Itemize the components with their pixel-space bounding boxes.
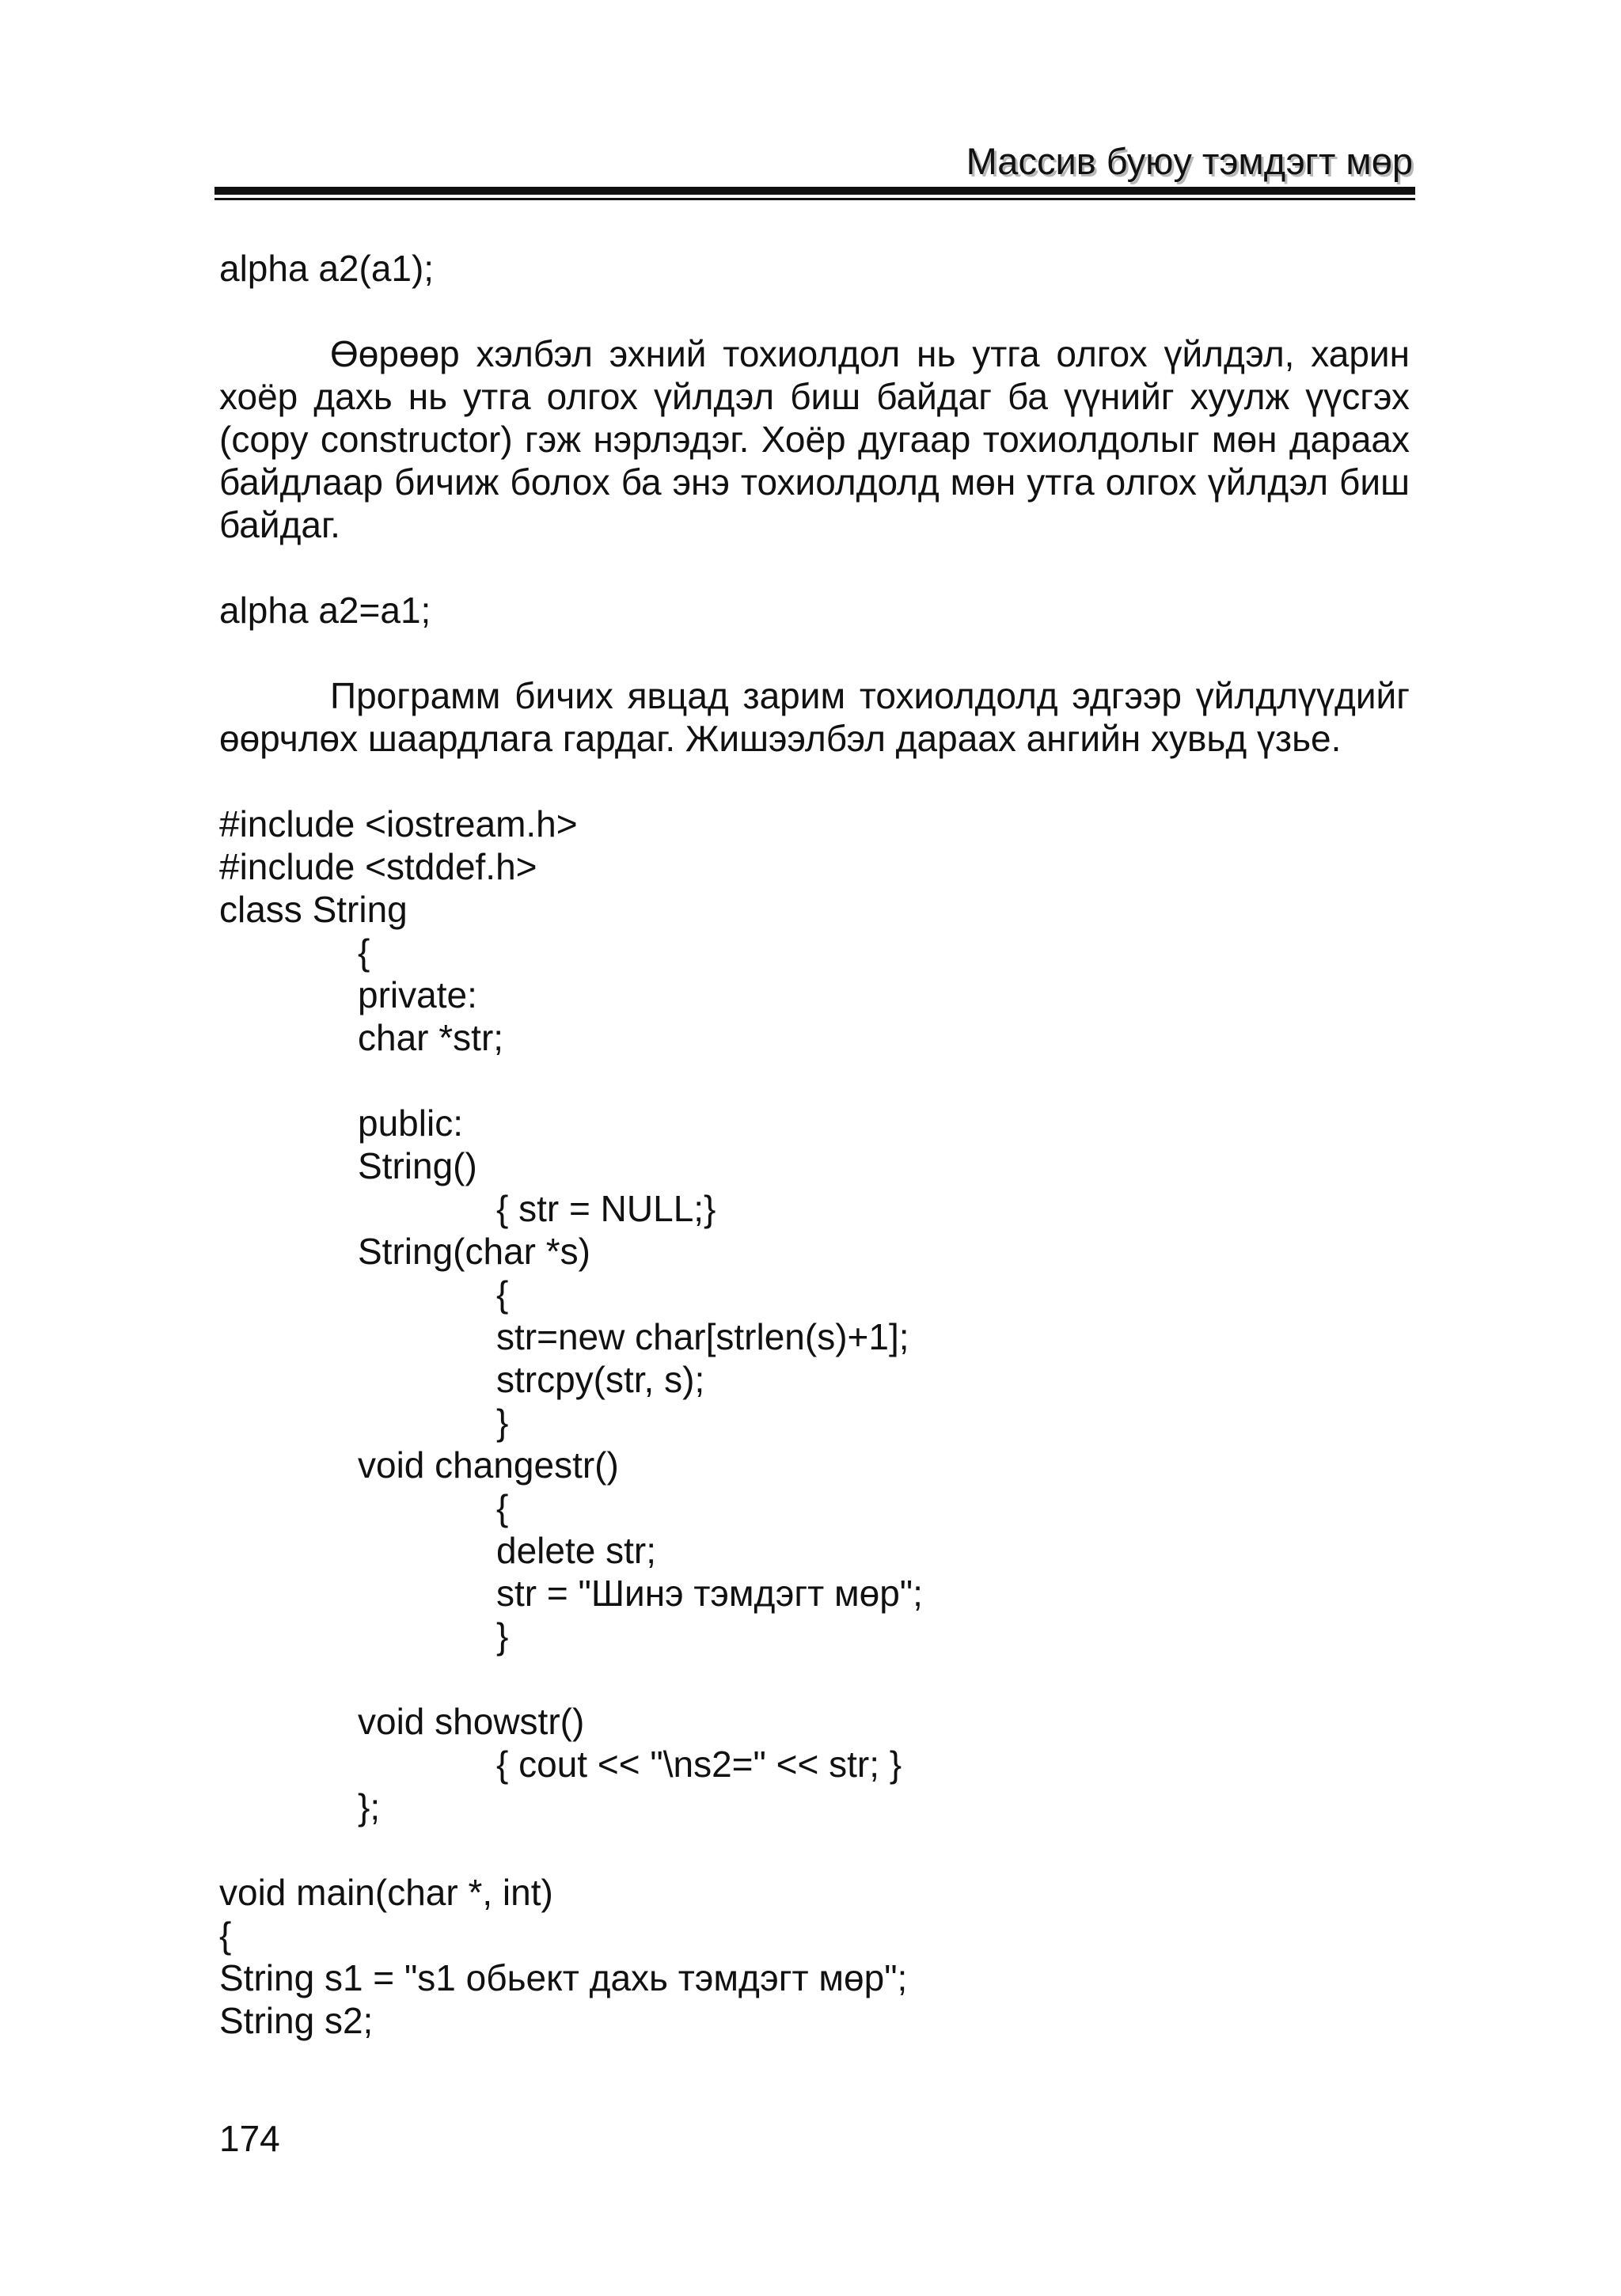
code-line: void main(char *, int)	[219, 1872, 553, 1913]
code-line: void changestr()	[358, 1444, 619, 1486]
paragraph	[219, 674, 1410, 760]
page-number: 174	[219, 2118, 280, 2159]
paragraph	[219, 332, 1410, 546]
code-line: String()	[358, 1145, 477, 1186]
code-line	[219, 1828, 1410, 1871]
code-line: str=new char[strlen(s)+1];	[496, 1316, 909, 1357]
code-line: String s1 = "s1 обьект дахь тэмдэгт мөр";	[219, 1957, 908, 1998]
code-line: {	[496, 1273, 509, 1315]
code-line: public:	[358, 1102, 463, 1144]
code-block	[219, 803, 1410, 2042]
code-line: };	[358, 1786, 381, 1827]
header-rule-thin	[214, 198, 1415, 200]
code-line: #include <iostream.h>	[219, 803, 578, 844]
code-line: private:	[358, 974, 477, 1015]
code-line: {	[219, 1915, 232, 1956]
code-line: String(char *s)	[358, 1231, 590, 1272]
code-line: {	[358, 932, 370, 973]
code-line	[219, 1657, 1410, 1700]
code-line: }	[496, 1615, 509, 1657]
code-line: str = "Шинэ тэмдэгт мөр";	[496, 1573, 923, 1614]
code-line: #include <stddef.h>	[219, 846, 537, 887]
paragraph-text: Программ бичих явцад зарим тохиолдолд эдгээр үйлдлүүдийг өөрчлөх шаардлага гардаг. Жишээлбэл дараах ангийн хувьд үзье.	[219, 675, 1410, 759]
code-line: strcpy(str, s);	[496, 1359, 705, 1400]
code-line: class String	[219, 889, 408, 930]
paragraph-text: Өөрөөр хэлбэл эхний тохиолдол нь утга олгох үйлдэл, харин хоёр дахь нь утга олгох үйлдэл биш байдаг ба үүнийг хуулж үүсгэх (copy constructor) гэж нэрлэдэг. Хоёр дугаар тохиолдолыг мөн дараах байдлаар бичиж болох ба энэ тохиолдолд мөн утга олгох үйлдэл биш байдаг.	[219, 333, 1410, 545]
code-line: String s2;	[219, 2000, 374, 2041]
code-line: { cout << "\ns2=" << str; }	[496, 1744, 902, 1785]
header-rule	[214, 187, 1415, 195]
code-line: { str = NULL;}	[496, 1188, 716, 1229]
code-line: {	[496, 1487, 509, 1528]
code-line: alpha a2(a1);	[219, 248, 435, 289]
code-line: char *str;	[358, 1017, 504, 1058]
code-line	[219, 1059, 1410, 1102]
code-line: }	[496, 1402, 509, 1443]
running-header-title: Массив буюу тэмдэгт мөр	[966, 140, 1413, 182]
page-body	[219, 247, 1410, 2042]
code-line: delete str;	[496, 1530, 656, 1571]
code-line: void showstr()	[358, 1701, 585, 1742]
code-line: alpha a2=a1;	[219, 590, 431, 631]
